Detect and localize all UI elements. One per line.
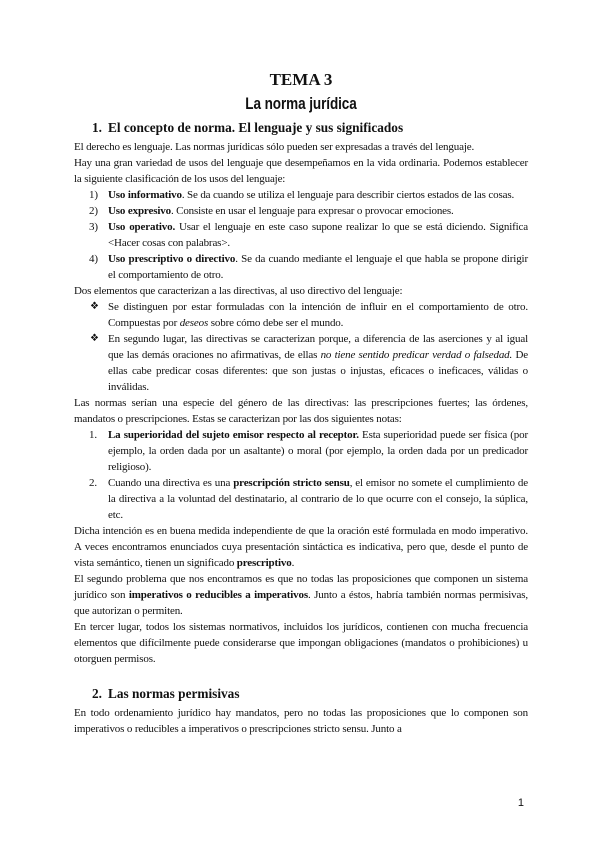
emphasis: no tiene sentido predicar verdad o falsedad.	[320, 349, 513, 361]
notes-list	[74, 427, 528, 523]
bullet-text: En segundo lugar, las directivas se caracterizan porque, a diferencia de las aserciones y al igual que las demás oraciones no afirmativas, de ellas	[108, 333, 528, 361]
list-item	[74, 203, 528, 219]
term: Uso expresivo	[108, 205, 171, 217]
document-subtitle: La norma jurídica	[245, 95, 357, 113]
section-1-heading	[92, 119, 528, 136]
list-text: Esta superioridad puede ser física (por ejemplo, la orden dada por un asaltante) o moral (por ejemplo, la orden dada por un predicador religioso).	[108, 429, 528, 473]
list-number: 1)	[89, 189, 98, 201]
section-2-title: Las normas permisivas	[108, 686, 240, 701]
list-item	[74, 187, 528, 203]
section-2-heading	[92, 685, 528, 702]
list-text: . Consiste en usar el lenguaje para expresar o provocar emociones.	[170, 205, 454, 217]
directives-bullet-list	[74, 299, 528, 395]
section-1-number: 1.	[92, 120, 102, 135]
document-title: TEMA 3	[269, 70, 333, 89]
paragraph: Hay una gran variedad de usos del lenguaje que desempeñamos en la vida ordinaria. Podemos establecer la siguiente clasificación de los usos del lenguaje:	[74, 157, 528, 185]
list-item	[74, 475, 528, 523]
spacer	[74, 667, 528, 680]
term: La superioridad del sujeto emisor respecto al receptor.	[108, 429, 359, 441]
list-text: Cuando una directiva es una	[108, 477, 234, 489]
list-item	[74, 427, 528, 475]
list-number: 3)	[89, 221, 98, 233]
document-page	[74, 70, 528, 737]
list-number: 2.	[89, 477, 97, 489]
paragraph: Las normas serían una especie del género de las directivas: las prescripciones fuertes; las órdenes, mandatos o prescripciones. Estas se caracterizan por las dos siguientes notas:	[74, 397, 528, 425]
bullet-text: sobre cómo debe ser el mundo.	[208, 317, 344, 329]
term: prescriptivo	[236, 557, 292, 569]
term: imperativos o reducibles a imperativos	[128, 589, 309, 601]
paragraph: El derecho es lenguaje. Las normas jurídicas sólo pueden ser expresadas a través del lenguaje.	[74, 141, 475, 153]
list-text: Usar el lenguaje en este caso supone realizar lo que se está diciendo. Significa <Hacer cosas con palabras>.	[108, 221, 528, 249]
paragraph-text: El segundo problema que nos encontramos es que no todas las proposiciones que componen un sistema jurídico son	[74, 573, 528, 601]
language-uses-list	[74, 187, 528, 283]
list-text: , el emisor no somete el cumplimiento de la directiva a la voluntad del destinatario, al contrario de lo que ocurre con el consejo, la súplica, etc.	[108, 477, 528, 521]
bullet-text: De ellas cabe predicar cosas diferentes: que son justas o injustas, eficaces o ineficaces, válidas o inválidas.	[108, 349, 528, 393]
list-text: . Se da cuando se utiliza el lenguaje para describir ciertos estados de las cosas.	[181, 189, 515, 201]
term: Uso operativo.	[108, 221, 176, 233]
term: prescripción stricto sensu	[233, 477, 350, 489]
diamond-bullet-icon: ❖	[90, 301, 99, 312]
paragraph-text: .	[291, 557, 295, 569]
list-text: . Se da cuando mediante el lenguaje el que habla se propone dirigir el comportamiento de otro.	[108, 253, 528, 281]
diamond-bullet-icon: ❖	[90, 333, 99, 344]
section-1-title: El concepto de norma. El lenguaje y sus significados	[108, 120, 404, 135]
paragraph	[74, 571, 528, 619]
section-2-number: 2.	[92, 686, 102, 701]
bullet-item	[74, 299, 528, 331]
paragraph: Dos elementos que caracterizan a las directivas, al uso directivo del lenguaje:	[74, 285, 403, 297]
emphasis: deseos	[179, 317, 209, 329]
list-number: 2)	[89, 205, 98, 217]
page-number: 1	[517, 797, 524, 809]
term: Uso informativo	[108, 189, 182, 201]
paragraph	[74, 523, 528, 571]
paragraph-text: . Junto a éstos, habría también normas permisivas, que autorizan o permiten.	[74, 589, 528, 617]
term: Uso prescriptivo o directivo	[108, 253, 236, 265]
paragraph: En tercer lugar, todos los sistemas normativos, incluidos los jurídicos, contienen con mucha frecuencia elementos que difícilmente puede considerarse que impongan obligaciones (mandatos o prohibiciones) u otorguen permisos.	[74, 621, 528, 665]
paragraph: En todo ordenamiento jurídico hay mandatos, pero no todas las proposiciones que lo componen son imperativos o reducibles a imperativos o prescripciones stricto sensu. Junto a	[74, 707, 528, 735]
list-item	[74, 251, 528, 283]
bullet-text: Se distinguen por estar formuladas con la intención de influir en el comportamiento de otro. Compuestas por	[108, 301, 528, 329]
list-item	[74, 219, 528, 251]
list-number: 4)	[89, 253, 98, 265]
list-number: 1.	[89, 429, 97, 441]
paragraph-text: Dicha intención es en buena medida independiente de que la oración esté formulada en modo imperativo. A veces encontramos enunciados cuya presentación sintáctica es indicativa, pero que, desde el punto de vista semántico, tienen un significado	[74, 525, 528, 569]
bullet-item	[74, 331, 528, 395]
